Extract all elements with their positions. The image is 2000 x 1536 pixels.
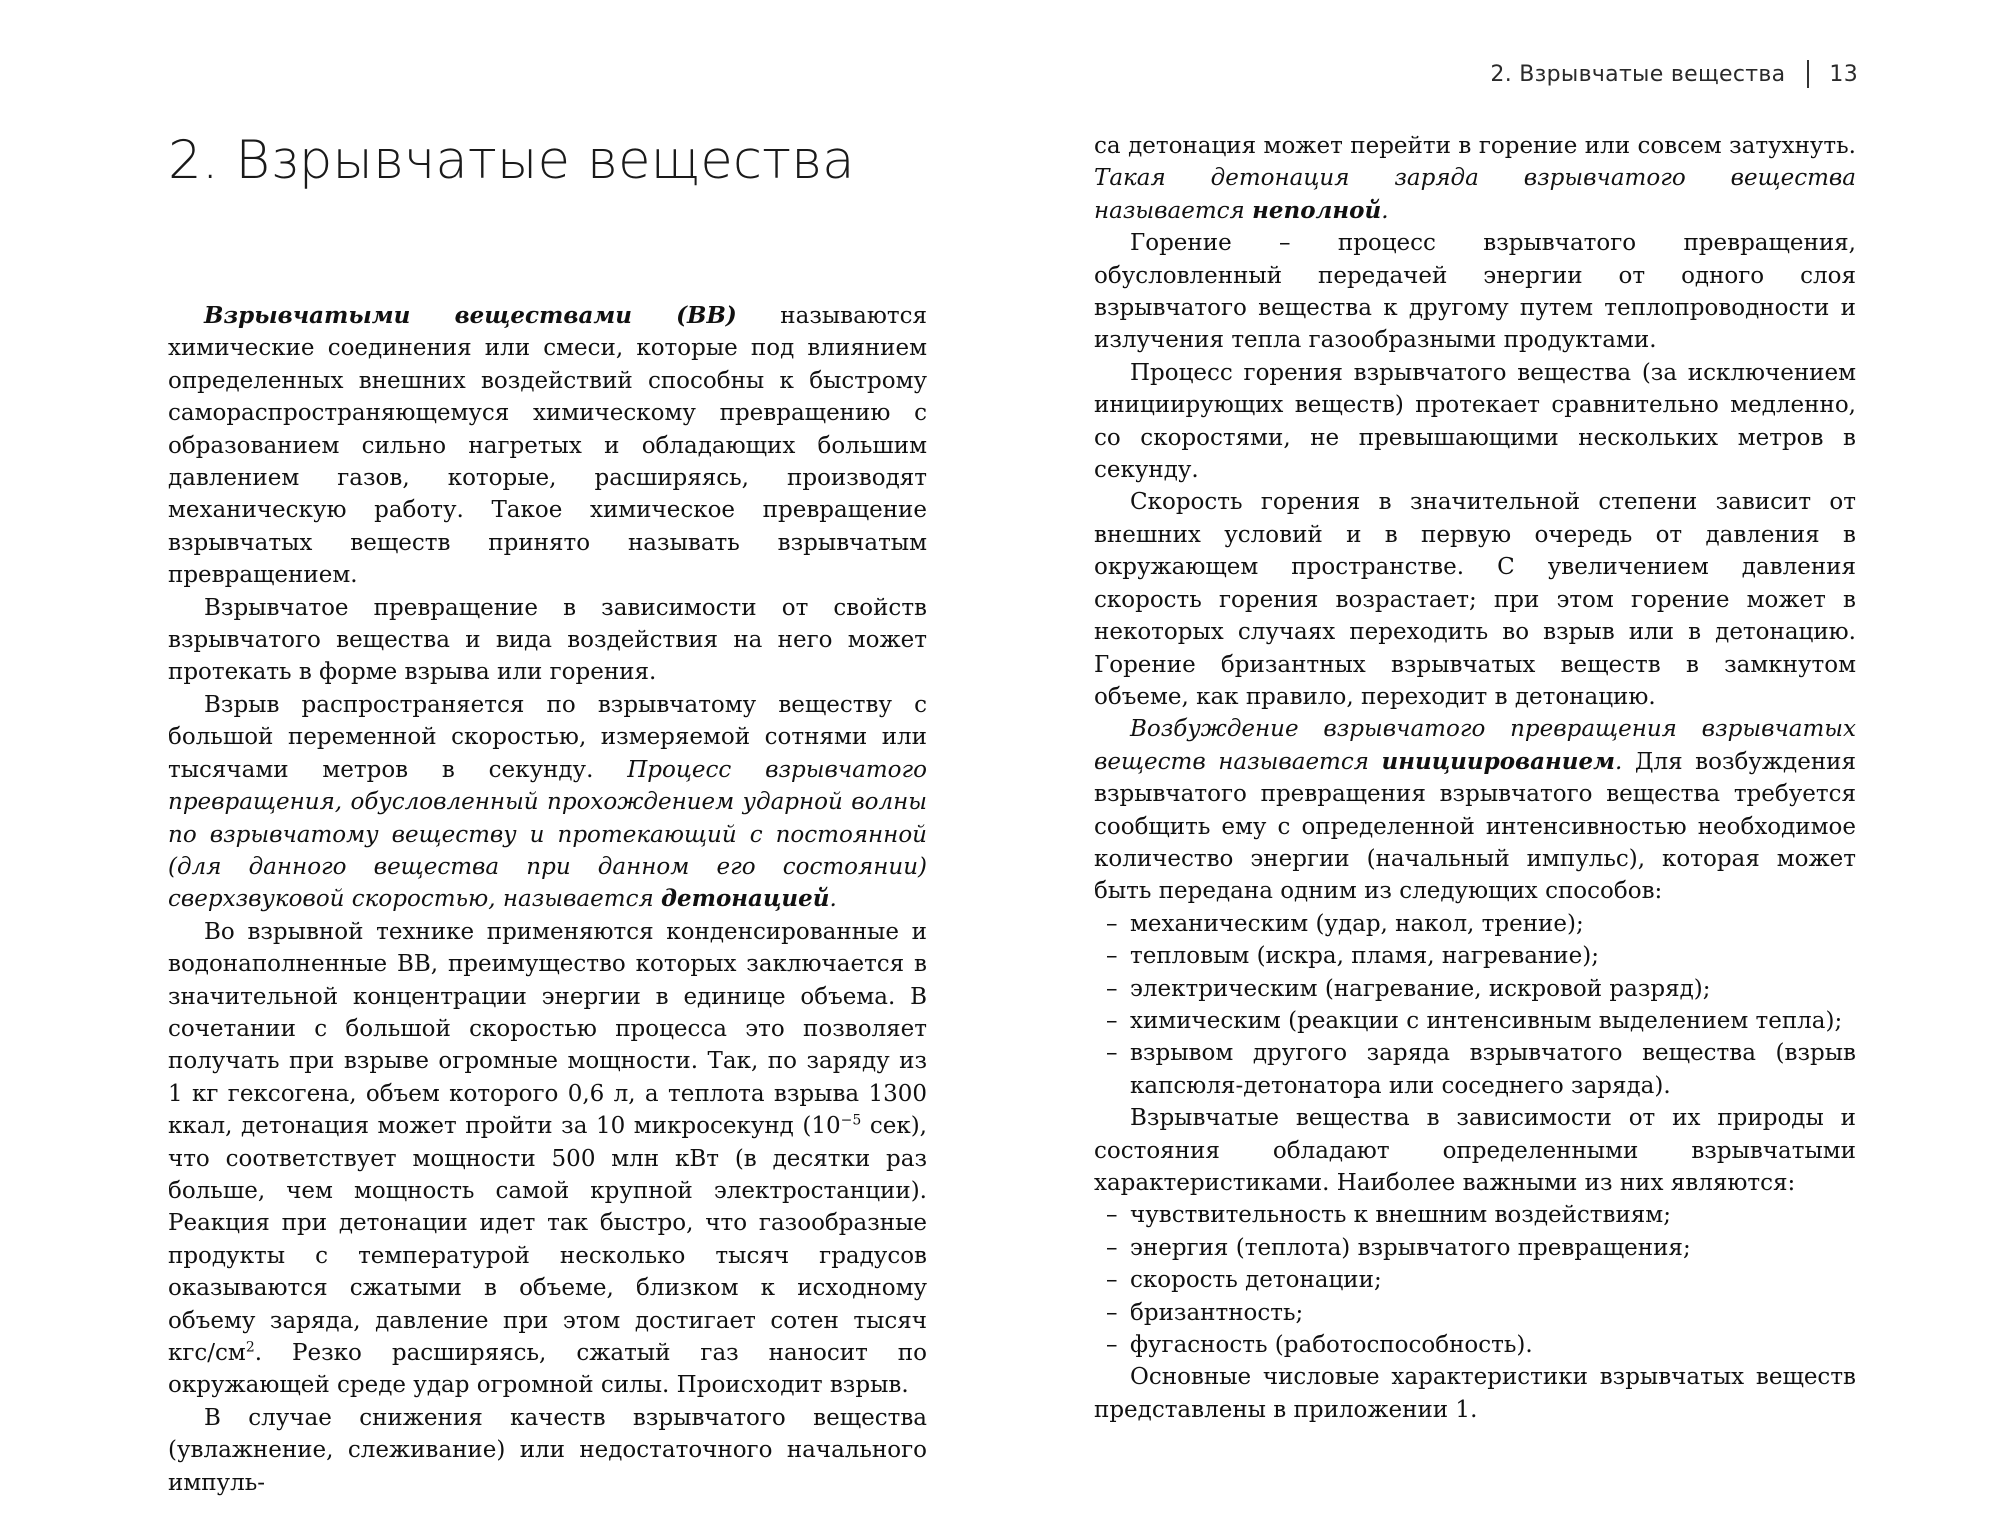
list-item: – химическим (реакции с интенсивным выделением тепла); — [1094, 1005, 1856, 1037]
paragraph-text: Взрыв распространяется по взрывчатому веществу с большой переменной скоростью, измеряемой сотнями или тысячами метров в секунду. — [168, 691, 927, 783]
paragraph-text: Во взрывной технике применяются конденсированные и водонаполненные ВВ, преимущество которых заключается в значительной концентрации энергии в единице объема. В сочетании с большой скоростью процесса это позволяет получать при взрыве огромные мощности. Так, по заряду из 1 кг гексогена, объем которого 0,6 л, а теплота взрыва 1300 ккал, детонация может пройти за 10 микросекунд (10 — [168, 918, 927, 1140]
list-item: – чувствительность к внешним воздействиям; — [1094, 1199, 1856, 1231]
term-incomplete: неполной — [1252, 196, 1382, 224]
superscript: 2 — [245, 1339, 255, 1356]
paragraph-appendix: Основные числовые характеристики взрывчатых веществ представлены в приложении 1. — [1094, 1364, 1856, 1423]
list-item: – взрывом другого заряда взрывчатого вещества (взрыв капсюля-детонатора или соседнего заряда). — [1094, 1037, 1856, 1102]
list-item: – бризантность; — [1094, 1297, 1856, 1329]
paragraph-text: . Резко расширяясь, сжатый газ наносит по окружающей среде удар огромной силы. Происходит взрыв. — [168, 1340, 927, 1399]
italic-definition: Такая детонация заряда взрывчатого вещества называется — [1094, 165, 1856, 224]
characteristics-list — [1094, 1199, 1856, 1361]
paragraph-text: называются химические соединения или смеси, которые под влиянием определенных внешних воздействий способны к быстрому самораспространяющемуся химическому превращению с образованием сильно нагретых и обладающих большим давлением газов, которые, расширяясь, производят механическую работу. Такое химическое превращение взрывчатых веществ принято называть взрывчатым превращением. — [168, 303, 927, 589]
paragraph-incomplete — [1094, 130, 1856, 227]
list-item: – тепловым (искра, пламя, нагревание); — [1094, 940, 1856, 972]
paragraph-initiation — [1094, 713, 1856, 907]
running-header-title: 2. Взрывчатые вещества — [1490, 61, 1786, 87]
list-item: – фугасность (работоспособность). — [1094, 1329, 1856, 1361]
paragraph-text: . — [1615, 748, 1623, 775]
paragraph-text: . — [1381, 197, 1389, 224]
italic-definition: Процесс взрывчатого превращения, обусловленный прохождением ударной волны по взрывчатому веществу и протекающий с постоянной (для данного вещества при данном его состоянии) сверхзвуковой скоростью, называется — [168, 756, 927, 913]
list-item: – электрическим (нагревание, искровой разряд); — [1094, 973, 1856, 1005]
paragraph-power — [168, 916, 927, 1402]
paragraph-forms: Взрывчатое превращение в зависимости от свойств взрывчатого вещества и вида воздействия на него может протекать в форме взрыва или горения. — [168, 594, 927, 686]
italic-definition: Возбуждение взрывчатого превращения взрывчатых веществ называется — [1094, 716, 1856, 775]
left-body-text — [168, 300, 927, 1499]
list-item: – скорость детонации; — [1094, 1264, 1856, 1296]
term-explosives: Взрывчатыми веществами (ВВ) — [204, 302, 737, 329]
paragraph-burning-speed: Процесс горения взрывчатого вещества (за исключением инициирующих веществ) протекает сравнительно медленно, со скоростями, не превышающими нескольких метров в секунду. — [1094, 359, 1856, 484]
paragraph-text: Для возбуждения взрывчатого превращения взрывчатого вещества требуется сообщить ему с определенной интенсивностью необходимое количество энергии (начальный импульс), которая может быть передана одним из следующих способов: — [1094, 748, 1856, 905]
paragraph-quality: В случае снижения качеств взрывчатого вещества (увлажнение, слеживание) или недостаточного начального импуль- — [168, 1404, 927, 1496]
paragraph-text: . — [829, 886, 837, 913]
page-number: 13 — [1829, 61, 1858, 87]
right-body-text — [1094, 130, 1856, 1426]
right-page — [1000, 0, 2000, 1536]
paragraph-text: са детонация может перейти в горение или совсем затухнуть. — [1094, 133, 1856, 159]
chapter-title: 2. Взрывчатые вещества — [168, 130, 855, 191]
paragraph-definition — [168, 300, 927, 592]
paragraph-burning: Горение – процесс взрывчатого превращения, обусловленный передачей энергии от одного слоя взрывчатого вещества к другому путем теплопроводности и излучения тепла газообразными продуктами. — [1094, 230, 1856, 354]
list-item: – энергия (теплота) взрывчатого превращения; — [1094, 1232, 1856, 1264]
paragraph-text: сек), что соответствует мощности 500 млн кВт (в десятки раз больше, чем мощность самой крупной электростанции). Реакция при детонации идет так быстро, что газообразные продукты с температурой несколько тысяч градусов оказываются сжатыми в объеме, близком к исходному объему заряда, давление при этом достигает сотен тысяч кгс/см — [168, 1113, 927, 1366]
superscript: −5 — [840, 1112, 862, 1129]
running-header — [1490, 60, 1858, 88]
term-detonation: детонацией — [660, 885, 830, 913]
paragraph-characteristics: Взрывчатые вещества в зависимости от их природы и состояния обладают определенными взрывчатыми характеристиками. Наиболее важными из них являются: — [1094, 1105, 1856, 1196]
initiation-methods-list — [1094, 908, 1856, 1102]
list-item: – механическим (удар, накол, трение); — [1094, 908, 1856, 940]
paragraph-detonation — [168, 689, 927, 916]
paragraph-burning-conditions: Скорость горения в значительной степени зависит от внешних условий и в первую очередь от давления в окружающем пространстве. С увеличением давления скорость горения возрастает; при этом горение может в некоторых случаях переходить во взрыв или в детонацию. Горение бризантных взрывчатых веществ в замкнутом объеме, как правило, переходит в детонацию. — [1094, 489, 1856, 710]
header-divider — [1807, 60, 1809, 88]
term-initiation: инициированием — [1381, 747, 1616, 775]
